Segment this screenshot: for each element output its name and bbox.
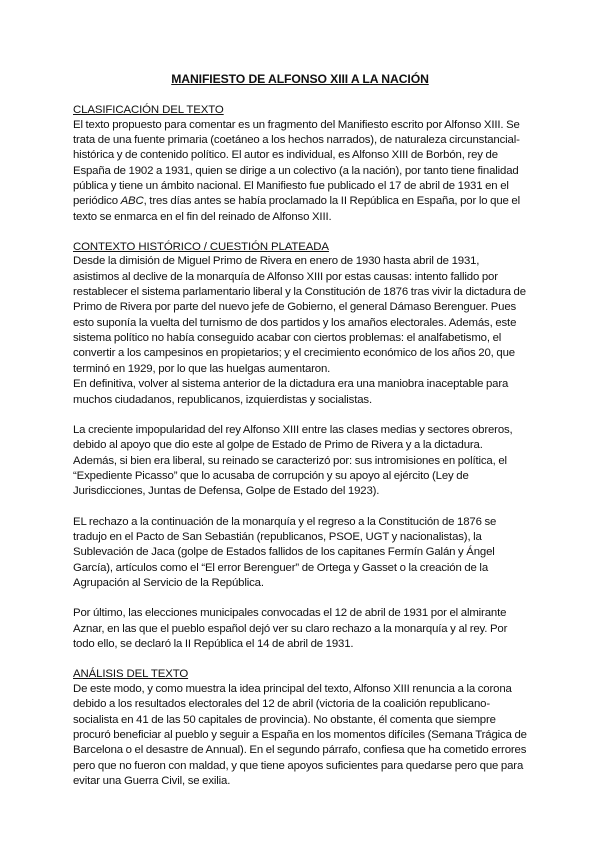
paragraph-text: , tres días antes se había proclamado la II República en España, por lo que el texto se enmarca en el fin del reinado de Alfonso XIII. bbox=[73, 195, 520, 223]
paragraph-contexto-2: En definitiva, volver al sistema anterior de la dictadura era una maniobra inaceptable para muchos ciudadanos, republicanos, izquierdistas y socialistas. bbox=[73, 378, 509, 406]
section-heading-analisis: ANÁLISIS DEL TEXTO bbox=[73, 668, 189, 681]
section-heading-clasificacion: CLASIFICACIÓN DEL TEXTO bbox=[73, 104, 224, 116]
newspaper-name: ABC bbox=[120, 195, 144, 208]
paragraph-contexto-1: Desde la dimisión de Miguel Primo de Rivera en enero de 1930 hasta abril de 1931, asistimos al declive de la monarquía de Alfonso XIII por estas causas: intento fallido por restablecer el sistema parlamentario liberal y la Constitución de 1876 tras vivir la dictadura de Primo de Rivera por parte del nuevo jefe de Gobierno, el general Dámaso Berenguer. Pues esto suponía la vuelta del turnismo de dos partidos y los amaños electorales. Además, este sistema político no había conseguido acabar con ciertos problemas: el analfabetismo, el convertir a los campesinos en propietarios; y el crecimiento económico de los años 20, que terminó en 1929, por lo que las huelgas aumentaron. bbox=[73, 255, 526, 375]
paragraph-analisis-1: De este modo, y como muestra la idea principal del texto, Alfonso XIII renuncia a la corona debido a los resultados electorales del 12 de abril (victoria de la coalición republicano-socialista en 41 de las 50 capitales de provincia). No obstante, él comenta que siempre procuró beneficiar al pueblo y seguir a España en los momentos difíciles (Semana Trágica de Barcelona o el desastre de Annual). En el segundo párrafo, confiesa que ha cometido errores pero que no fueron con maldad, y que tiene apoyos suficientes para quedarse pero que para evitar una Guerra Civil, se exilia. bbox=[73, 682, 527, 787]
paragraph-clasificacion bbox=[73, 118, 527, 225]
section-clasificacion bbox=[73, 103, 527, 225]
section-heading-contexto: CONTEXTO HISTÓRICO / CUESTIÓN PLATEADA bbox=[73, 240, 329, 253]
paragraph-text: El texto propuesto para comentar es un fragmento del Manifiesto escrito por Alfonso XIII. Se trata de una fuente primaria (coetáneo a los hechos narrados), de naturaleza circunstancial-histórica y de contenido político. El autor es individual, es Alfonso XIII de Borbón, rey de España de 1902 a 1931, quien se dirige a un colectivo (a la nación), por tanto tiene finalidad pública y tiene un ámbito nacional. El Manifiesto fue publicado el 17 de abril de 1931 en el periódico bbox=[73, 118, 520, 208]
paragraph-contexto-5: Por último, las elecciones municipales convocadas el 12 de abril de 1931 por el almirante Aznar, en las que el pueblo español dejó ver su claro rechazo a la monarquía y al rey. Por todo ello, se declaró la II República el 14 de abril de 1931. bbox=[73, 607, 508, 650]
section-contexto bbox=[73, 240, 527, 652]
document-title: MANIFIESTO DE ALFONSO XIII A LA NACIÓN bbox=[171, 72, 429, 86]
paragraph-contexto-3: La creciente impopularidad del rey Alfonso XIII entre las clases medias y sectores obreros, debido al apoyo que dio este al golpe de Estado de Primo de Rivera y a la dictadura. Además, si bien era liberal, su reinado se caracterizó por: sus intromisiones en política, el “Expediente Picasso” que lo acusaba de corrupción y su apoyo al ejército (Ley de Jurisdicciones, Juntas de Defensa, Golpe de Estado del 1923). bbox=[73, 423, 513, 498]
paragraph-contexto-4: EL rechazo a la continuación de la monarquía y el regreso a la Constitución de 1876 se tradujo en el Pacto de San Sebastián (republicanos, PSOE, UGT y nacionalistas), la Sublevación de Jaca (golpe de Estados fallidos de los capitanes Fermín Galán y Ángel García), artículos como el “El error Berenguer” de Ortega y Gasset o la creación de la Agrupación al Servicio de la República. bbox=[73, 515, 497, 589]
section-analisis bbox=[73, 667, 527, 789]
